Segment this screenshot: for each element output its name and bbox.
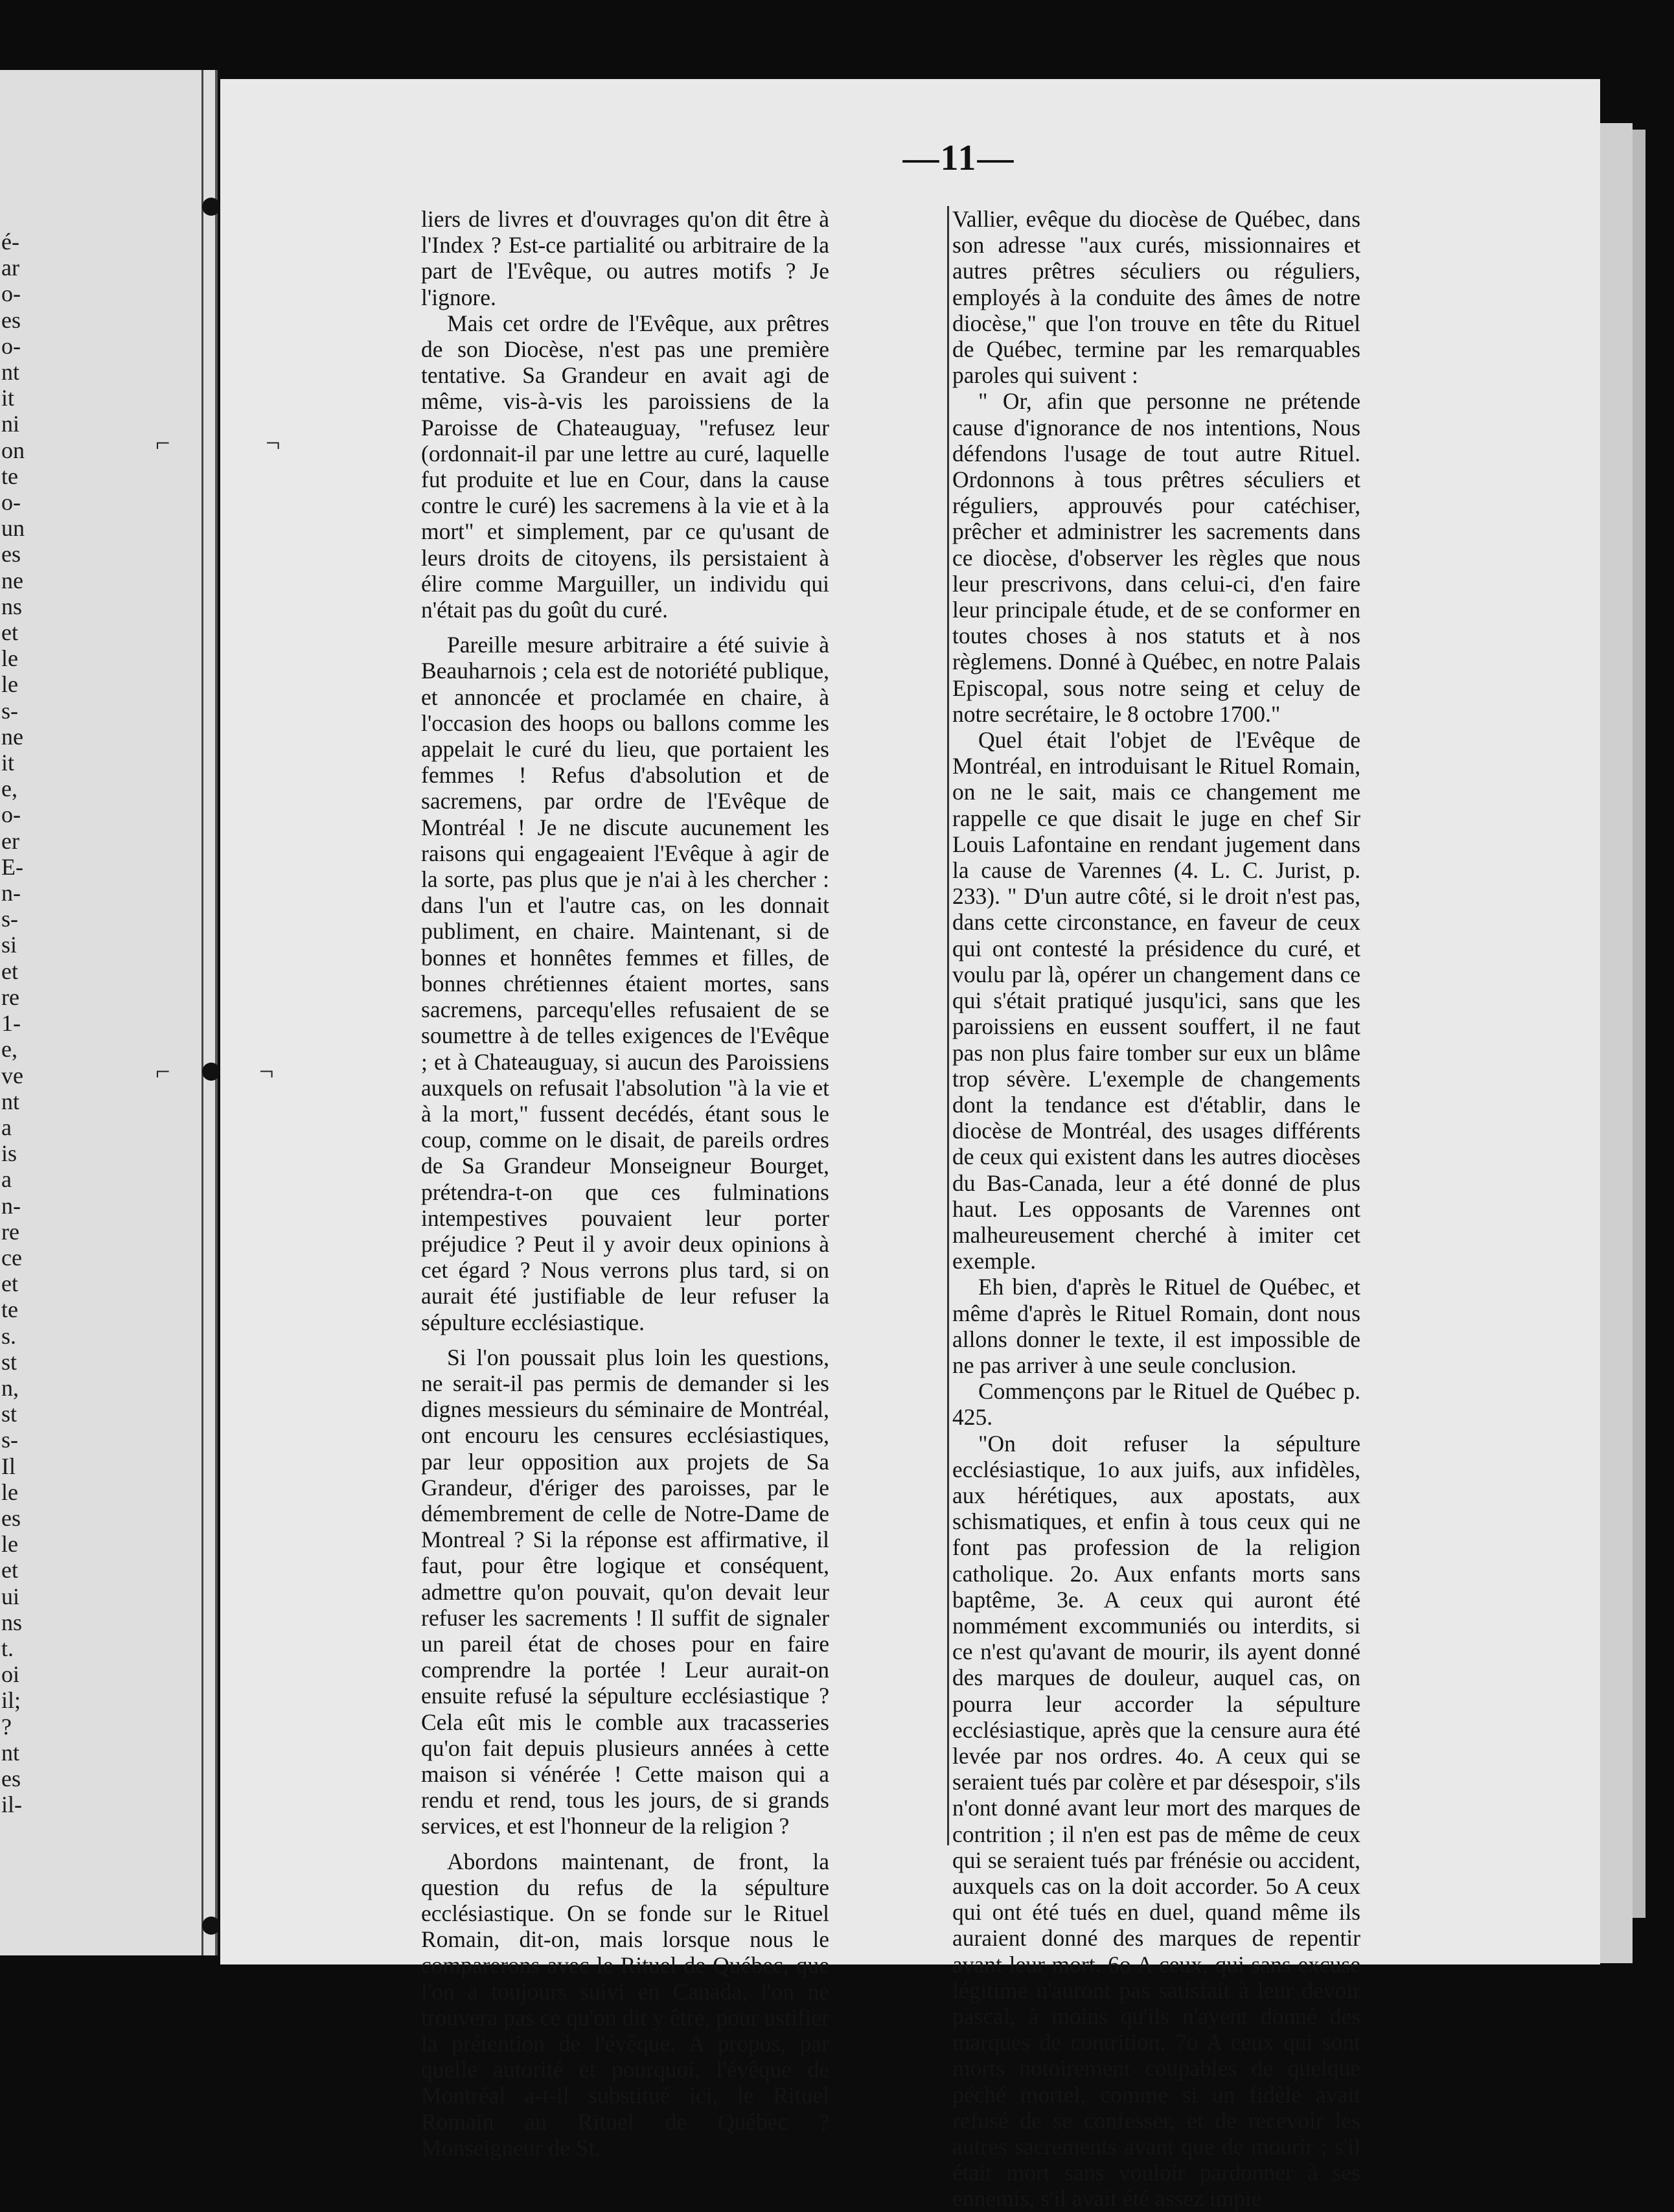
facing-page-fragment: oi [1,1661,20,1688]
paragraph: " Or, afin que personne ne prétende cause d'ignorance de nos intentions, Nous défendons l'usage de tout autre Rituel. Ordonnons à tous prêtres séculiers et réguliers, approuvés pour catéchiser, prêcher et administrer les sacrements dans ce diocèse, d'observer les règles que nous leur prescrivons, dans celui-ci, d'en faire leur principale étude, et de se conformer en toutes choses à nos statuts et à nos règlemens. Donné à Québec, en notre Palais Episcopal, sous notre seing et celuy de notre secrétaire, le 8 octobre 1700." [952,388,1360,727]
facing-page-fragment: o- [1,801,21,828]
scan-speck: ⌐ [155,1057,170,1086]
facing-page-fragment: n, [1,1374,19,1401]
facing-page-fragment: ve [1,1062,23,1089]
facing-page-fragment: is [1,1140,17,1167]
facing-page-fragment: a [1,1166,12,1193]
paragraph: Abordons maintenant, de front, la question du refus de la sépulture ecclésiastique. On se fonde sur le Rituel Romain, dit-on, mais lorsque nous le comparerons avec le Rituel de Québec, que l'on a toujours suivi en Canada, l'on ne trouvera pas ce qu'on dit y être, pour ustifier la prétention de l'évêque. A propos, par quelle autorité et pourquoi, l'évêque de Montréal a-t-il substitué ici, le Rituel Romain au Rituel de Québec ? Monseigneur de St. [421,1848,829,2161]
facing-page-fragment: nt [1,359,20,386]
paragraph: "On doit refuser la sépulture ecclésiastique, 1o aux juifs, aux infidèles, aux hérétiques, aux apostats, aux schismatiques, et enfin à tous ceux qui ne font pas profession de la religion catholique. 2o. Aux enfants morts sans baptême, 3e. A ceux qui auront été nommément excommuniés ou interdits, si ce n'est qu'avant de mourir, ils ayent donné des marques de douleur, auquel cas, on pourra leur accorder la sépulture ecclésiastique, après que la censure aura été levée par nos ordres. 4o. A ceux qui se seraient tués par colère et par désespoir, s'ils n'ont donné avant leur mort des marques de contrition ; il n'en est pas de même de ceux qui se seraient tués par frénésie ou accident, auxquels cas on la doit accorder. 5o A ceux qui ont été tués en duel, quand même ils auraient donné des marques de repentir avant leur mort. 6o A ceux, qui sans excuse légitime n'auront pas satisfait à leur devoir pascal, à moins qu'ils n'ayent donné des marques de contrition. 7o A ceux qui sont morts notoirement coupables de quelque péché mortel, comme si un fidèle avait refusé de se confesser, et de recevoir les autres sacrements avant que de mourir ; s'il était mort sans vouloir pardonner à ses ennemis, s'il avait été assez impie [952,1430,1360,2212]
page-stack-edge [1600,123,1633,1963]
text-column-right [952,206,1360,2212]
facing-page-fragment: a [1,1114,12,1140]
facing-page-fragment: ui [1,1583,20,1609]
facing-page-fragment: it [1,385,15,411]
facing-page-fragment: et [1,1271,18,1297]
facing-page-fragment: ns [1,1609,23,1635]
facing-page-fragment: ce [1,1244,22,1271]
facing-page-fragment: ? [1,1713,12,1740]
facing-page-fragment: ar [1,255,19,281]
page-stack-edge [1633,130,1645,1918]
facing-page-fragment: st [1,1348,17,1375]
facing-page-fragment: st [1,1401,17,1427]
scan-speck: ¬ [266,428,281,457]
text-column-left [421,206,829,2161]
facing-page-fragment: ne [1,723,23,750]
facing-page-fragment: o- [1,281,21,307]
facing-page-fragment: un [1,515,25,542]
facing-page-fragment: le [1,671,18,698]
facing-page-fragment: il- [1,1791,22,1818]
facing-page-fragment: et [1,958,18,984]
facing-page-fragment: ns [1,593,23,619]
facing-page-fragment: ni [1,411,20,437]
facing-page-fragment: es [1,1504,21,1531]
paragraph: Commençons par le Rituel de Québec p. 425. [952,1378,1360,1431]
facing-page-fragment: E- [1,853,23,880]
facing-page-fragment: 1- [1,1010,21,1037]
facing-page-fragment: re [1,1218,19,1245]
paragraph: liers de livres et d'ouvrages qu'on dit être à l'Index ? Est-ce partialité ou arbitraire de la part de l'Evêque, ou autres motifs ? Je l'ignore. [421,206,829,310]
paragraph: Si l'on poussait plus loin les questions, ne serait-il pas permis de demander si les dignes messieurs du séminaire de Montréal, ont encouru les censures ecclésiastiques, par leur opposition aux projets de Sa Grandeur, d'ériger des paroisses, par le démembrement de celle de Notre-Dame de Montreal ? Si la réponse est affirmative, il faut, pour être logique et conséquent, admettre qu'on pouvait, qu'on devait leur refuser les sacrements ! Il suffit de signaler un pareil état de choses pour en faire comprendre la portée ! Leur aurait-on ensuite refusé la sépulture ecclésiastique ? Cela eût mis le comble aux tracasseries qu'on fait depuis plusieurs années à cette maison si vénérée ! Cette maison qui a rendu et rend, tous les jours, de si grands services, et est l'honneur de la religion ? [421,1344,829,1839]
facing-page-fragment: te [1,1296,18,1323]
facing-page-fragment: s. [1,1322,17,1349]
facing-page-fragment: es [1,1765,21,1791]
facing-page-fragment: et [1,1557,18,1584]
paragraph: Quel était l'objet de l'Evêque de Montréal, en introduisant le Rituel Romain, on ne le sait, mais ce changement me rappelle ce que disait le juge en chef Sir Louis Lafontaine en rendant jugement dans la cause de Varennes (4. L. C. Jurist, p. 233). " D'un autre côté, si le droit n'est pas, dans cette circonstance, en faveur de ceux qui ont contesté la présidence du curé, et voulu par là, opérer un changement dans ce qui s'était pratiqué jusqu'ici, sans que les paroissiens en eussent souffert, il ne faut pas non plus faire tomber sur eux un blâme trop sévère. L'exemple de changements dont la tendance est d'établir, dans le diocèse de Montréal, des usages différents de ceux qui existent dans les autres diocèses du Bas-Canada, leur a été donné de plus haut. Les opposants de Varennes ont malheureusement cherché à imiter cet exemple. [952,727,1360,1274]
facing-page-fragment: nt [1,1088,20,1114]
column-rule [947,206,949,1845]
facing-page-fragment: re [1,984,19,1010]
facing-page-fragment: le [1,645,18,672]
facing-page-fragment: n- [1,1192,21,1219]
facing-page-fragment: t. [1,1635,14,1661]
binding-hole [202,1063,220,1081]
facing-page-fragment: e, [1,776,17,802]
facing-page-fragment: nt [1,1739,20,1766]
facing-page-fragment: on [1,437,25,463]
facing-page-fragment: te [1,463,18,489]
facing-page-fragment: o- [1,489,21,516]
facing-page-fragment: et [1,619,18,646]
page-number: —11— [902,138,1015,178]
facing-page-fragment: le [1,1531,18,1558]
scan-speck: ¬ [259,1057,274,1086]
facing-page-fragment: it [1,750,15,776]
facing-page-fragment: ne [1,567,23,593]
facing-page-fragment: s- [1,906,18,932]
facing-page-fragment: si [1,932,17,958]
facing-page-fragment: es [1,541,21,568]
facing-page-fragment: il; [1,1687,21,1714]
paragraph: Vallier, evêque du diocèse de Québec, dans son adresse "aux curés, missionnaires et autres prêtres séculiers ou réguliers, employés à la conduite des âmes de notre diocèse," que l'on trouve en tête du Rituel de Québec, termine par les remarquables paroles qui suivent : [952,206,1360,389]
paragraph: Pareille mesure arbitraire a été suivie à Beauharnois ; cela est de notoriété publique, et annoncée et proclamée en chaire, à l'occasion des hoops ou ballons comme les appelait le curé du lieu, que portaient les femmes ! Refus d'absolution et de sacremens, par ordre de l'Evêque de Montréal ! Je ne discute aucunement les raisons qui engageaient l'Evêque à agir de la sorte, pas plus que je n'ai à les chercher : dans l'un et l'autre cas, on les donnait publiment, en chaire. Maintenant, si de bonnes et honnêtes femmes et filles, de bonnes chrétiennes étaient mortes, sans sacremens, parcequ'elles refusaient de se soumettre à de telles exigences de l'Evêque ; et à Chateauguay, si aucun des Paroissiens auxquels on refusait l'absolution "à la vie et à la mort," fussent decédés, étant sous le coup, comme on le disait, de pareils ordres de Sa Grandeur Monseigneur Bourget, prétendra-t-on que ces fulminations intempestives pouvaient leur porter préjudice ? Peut il y avoir deux opinions à cet égard ? Nous verrons plus tard, si on aurait été justifiable de leur refuser la sépulture ecclésiastique. [421,632,829,1335]
facing-page-fragment: le [1,1479,18,1505]
facing-page-fragment: er [1,827,19,854]
gutter-line [201,70,203,1955]
paragraph: Mais cet ordre de l'Evêque, aux prêtres de son Diocèse, n'est pas une première tentative. Sa Grandeur en avait agi de même, vis-à-vis les paroissiens de la Paroisse de Chateauguay, "refusez leur (ordonnait-il par une lettre au curé, laquelle fut produite et lue en Cour, dans la cause contre le curé) les sacremens à la vie et à la mort" et simplement, par ce qu'usant de leurs droits de citoyens, ils persistaient à élire comme Marguiller, un individu qui n'était pas du goût du curé. [421,310,829,623]
facing-page-edge [0,70,218,1955]
paragraph: Eh bien, d'après le Rituel de Québec, et même d'après le Rituel Romain, dont nous allons donner le texte, il est impossible de ne pas arriver à une seule conclusion. [952,1274,1360,1378]
binding-hole [202,198,220,216]
facing-page-text-fragments [1,229,27,1817]
scan-speck: ⌐ [155,428,170,457]
facing-page-fragment: Il [1,1453,16,1479]
facing-page-fragment: é- [1,229,19,255]
facing-page-fragment: o- [1,332,21,359]
facing-page-fragment: s- [1,697,18,724]
facing-page-fragment: s- [1,1427,18,1453]
facing-page-fragment: n- [1,880,21,906]
facing-page-fragment: es [1,306,21,333]
binding-hole [202,1917,220,1935]
facing-page-fragment: e, [1,1036,17,1063]
